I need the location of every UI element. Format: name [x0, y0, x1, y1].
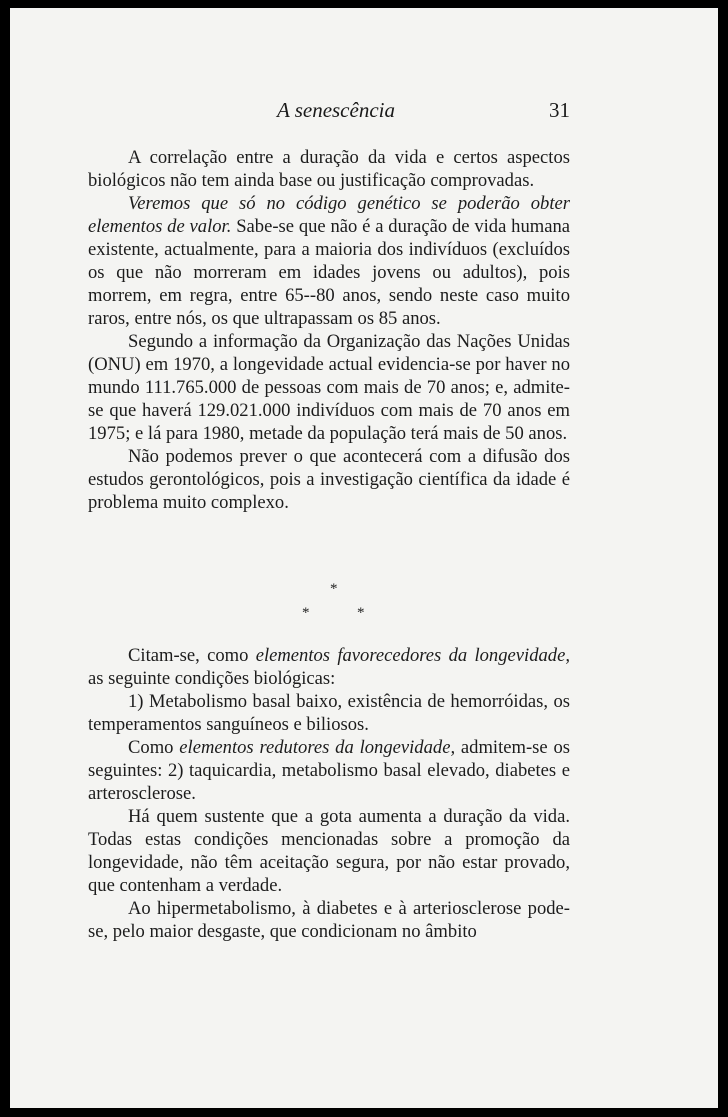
body-text — [88, 146, 570, 943]
paragraph-2-text: Sabe-se que não é a duração de vida humana existente, actualmente, para a maioria dos indivíduos (excluídos os que não morreram em idades jovens ou adultos), pois morrem, em regra, entre 65--80 anos, sendo neste caso muito raros, entre nós, os que ultrapassam os 85 anos. — [88, 216, 571, 329]
paragraph-5-text-b: as seguinte condições biológicas: — [88, 668, 336, 689]
paragraph-4: Não podemos prever o que acontecerá com a difusão dos estudos gerontológicos, pois a investigação científica da idade é problema muito complexo. — [88, 446, 570, 513]
chapter-title: A senescência — [277, 98, 395, 122]
book-page — [10, 8, 718, 1108]
paragraph-5 — [88, 644, 570, 690]
separator-star: * — [302, 605, 310, 621]
paragraph-2 — [88, 192, 570, 330]
paragraph-7-text-a: Como — [128, 737, 174, 758]
paragraph-7-text-b: admitem-se os seguintes: 2) taquicardia, metabolismo basal elevado, diabetes e arterosclerose. — [88, 737, 571, 804]
paragraph-7 — [88, 736, 570, 805]
paragraph-6: 1) Metabolismo basal baixo, existência de hemorróidas, os temperamentos sanguíneos e biliosos. — [88, 691, 570, 735]
page-number: 31 — [549, 98, 570, 122]
paragraph-5-text-a: Citam-se, como — [128, 645, 249, 666]
paragraph-7-italic: elementos redutores da longevidade, — [179, 737, 456, 758]
paragraph-1: A correlação entre a duração da vida e certos aspectos biológicos não tem ainda base ou justificação comprovadas. — [88, 147, 570, 191]
separator-star: * — [357, 605, 365, 621]
paragraph-8: Há quem sustente que a gota aumenta a duração da vida. Todas estas condições mencionadas sobre a promoção da longevidade, não têm aceitação segura, por não estar provado, que contenham a verdade. — [88, 806, 570, 896]
separator-star: * — [330, 581, 338, 597]
paragraph-5-italic: elementos favorecedores da longevidade, — [255, 645, 570, 666]
paragraph-9: Ao hipermetabolismo, à diabetes e à arteriosclerose pode-se, pelo maior desgaste, que condicionam no âmbito — [88, 898, 570, 942]
paragraph-3: Segundo a informação da Organização das Nações Unidas (ONU) em 1970, a longevidade actual evidencia-se por haver no mundo 111.765.000 de pessoas com mais de 70 anos; e, admite-se que haverá 129.021.000 indivíduos com mais de 70 anos em 1975; e lá para 1980, metade da população terá mais de 50 anos. — [88, 331, 570, 444]
paragraph-2-italic: Veremos que só no código genético se poderão obter elementos de valor. — [88, 193, 570, 237]
section-separator — [88, 514, 570, 644]
running-head — [90, 98, 570, 128]
